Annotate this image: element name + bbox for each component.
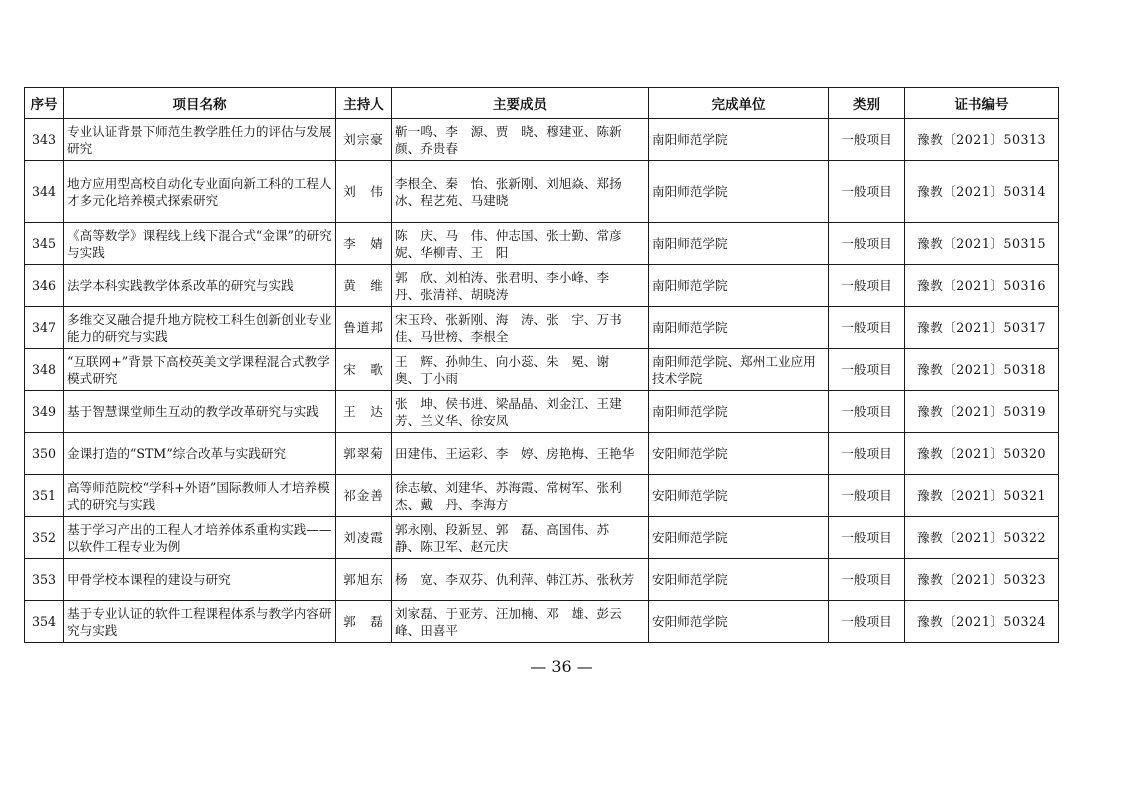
row-unit: 安阳师范学院: [649, 517, 829, 559]
project-table: [24, 87, 1059, 643]
row-category: 一般项目: [829, 475, 905, 517]
row-project-name: “互联网+”背景下高校英美文学课程混合式教学模式研究: [64, 349, 336, 391]
header-project-name: 项目名称: [64, 88, 336, 119]
row-leader: 郭翠菊: [336, 433, 392, 475]
row-category: 一般项目: [829, 307, 905, 349]
row-leader: 李 婧: [336, 223, 392, 265]
row-leader: 刘 伟: [336, 161, 392, 223]
project-table-sheet: [24, 87, 1058, 643]
table-header-row: [25, 88, 1059, 119]
row-certificate: 豫教〔2021〕50315: [905, 223, 1059, 265]
table-row: [25, 223, 1059, 265]
row-category: 一般项目: [829, 161, 905, 223]
row-unit: 南阳师范学院: [649, 161, 829, 223]
table-row: [25, 391, 1059, 433]
row-leader: 王 达: [336, 391, 392, 433]
row-category: 一般项目: [829, 601, 905, 643]
row-serial: 345: [25, 223, 64, 265]
row-unit: 南阳师范学院: [649, 223, 829, 265]
header-unit: 完成单位: [649, 88, 829, 119]
row-leader: 宋 歌: [336, 349, 392, 391]
row-members: 靳一鸣、李 源、贾 晓、穆建亚、陈新颜、乔贵春: [392, 119, 649, 161]
row-project-name: 甲骨学校本课程的建设与研究: [64, 559, 336, 601]
table-row: [25, 349, 1059, 391]
row-category: 一般项目: [829, 265, 905, 307]
table-row: [25, 475, 1059, 517]
row-leader: 刘凌霞: [336, 517, 392, 559]
row-serial: 352: [25, 517, 64, 559]
row-category: 一般项目: [829, 517, 905, 559]
row-project-name: 基于学习产出的工程人才培养体系重构实践——以软件工程专业为例: [64, 517, 336, 559]
row-category: 一般项目: [829, 349, 905, 391]
table-row: [25, 265, 1059, 307]
table-row: [25, 307, 1059, 349]
header-leader: 主持人: [336, 88, 392, 119]
row-unit: 南阳师范学院、郑州工业应用技术学院: [649, 349, 829, 391]
row-members: 陈 庆、马 伟、仲志国、张士勤、常彦妮、华柳青、王 阳: [392, 223, 649, 265]
row-serial: 354: [25, 601, 64, 643]
row-project-name: 法学本科实践教学体系改革的研究与实践: [64, 265, 336, 307]
row-members: 田建伟、王运彩、李 婷、房艳梅、王艳华: [392, 433, 649, 475]
row-category: 一般项目: [829, 223, 905, 265]
row-certificate: 豫教〔2021〕50322: [905, 517, 1059, 559]
row-members: 王 辉、孙帅生、向小蕊、朱 冕、谢 奥、丁小雨: [392, 349, 649, 391]
row-category: 一般项目: [829, 391, 905, 433]
row-project-name: 地方应用型高校自动化专业面向新工科的工程人才多元化培养模式探索研究: [64, 161, 336, 223]
row-unit: 南阳师范学院: [649, 307, 829, 349]
row-serial: 353: [25, 559, 64, 601]
row-serial: 351: [25, 475, 64, 517]
row-project-name: 金课打造的“STM”综合改革与实践研究: [64, 433, 336, 475]
row-certificate: 豫教〔2021〕50321: [905, 475, 1059, 517]
row-project-name: 《高等数学》课程线上线下混合式“金课”的研究与实践: [64, 223, 336, 265]
row-unit: 安阳师范学院: [649, 601, 829, 643]
row-certificate: 豫教〔2021〕50313: [905, 119, 1059, 161]
row-certificate: 豫教〔2021〕50314: [905, 161, 1059, 223]
table-row: [25, 119, 1059, 161]
row-leader: 鲁道邦: [336, 307, 392, 349]
header-serial: 序号: [25, 88, 64, 119]
row-members: 郭永刚、段新昱、郭 磊、高国伟、苏 静、陈卫军、赵元庆: [392, 517, 649, 559]
row-members: 宋玉玲、张新刚、海 涛、张 宇、万书佳、马世榜、李根全: [392, 307, 649, 349]
row-members: 杨 宽、李双芬、仇利萍、韩江苏、张秋芳: [392, 559, 649, 601]
row-serial: 350: [25, 433, 64, 475]
table-row: [25, 559, 1059, 601]
row-category: 一般项目: [829, 433, 905, 475]
row-members: 刘家磊、于亚芳、汪加楠、邓 雄、彭云峰、田喜平: [392, 601, 649, 643]
row-unit: 安阳师范学院: [649, 433, 829, 475]
row-serial: 346: [25, 265, 64, 307]
row-leader: 刘宗豪: [336, 119, 392, 161]
row-serial: 348: [25, 349, 64, 391]
row-leader: 黄 维: [336, 265, 392, 307]
row-certificate: 豫教〔2021〕50324: [905, 601, 1059, 643]
row-unit: 南阳师范学院: [649, 265, 829, 307]
row-certificate: 豫教〔2021〕50319: [905, 391, 1059, 433]
page-number: — 36 —: [530, 657, 593, 676]
row-serial: 343: [25, 119, 64, 161]
row-category: 一般项目: [829, 119, 905, 161]
row-certificate: 豫教〔2021〕50323: [905, 559, 1059, 601]
row-project-name: 基于专业认证的软件工程课程体系与教学内容研究与实践: [64, 601, 336, 643]
table-row: [25, 433, 1059, 475]
table-row: [25, 161, 1059, 223]
row-project-name: 多维交叉融合提升地方院校工科生创新创业专业能力的研究与实践: [64, 307, 336, 349]
row-category: 一般项目: [829, 559, 905, 601]
row-certificate: 豫教〔2021〕50318: [905, 349, 1059, 391]
table-row: [25, 517, 1059, 559]
header-certificate: 证书编号: [905, 88, 1059, 119]
row-serial: 344: [25, 161, 64, 223]
header-members: 主要成员: [392, 88, 649, 119]
row-unit: 安阳师范学院: [649, 559, 829, 601]
row-members: 郭 欣、刘柏涛、张君明、李小峰、李 丹、张清祥、胡晓涛: [392, 265, 649, 307]
row-certificate: 豫教〔2021〕50320: [905, 433, 1059, 475]
row-unit: 南阳师范学院: [649, 119, 829, 161]
header-category: 类别: [829, 88, 905, 119]
table-row: [25, 601, 1059, 643]
row-project-name: 高等师范院校“学科+外语”国际教师人才培养模式的研究与实践: [64, 475, 336, 517]
row-serial: 347: [25, 307, 64, 349]
row-unit: 南阳师范学院: [649, 391, 829, 433]
row-leader: 祁金善: [336, 475, 392, 517]
row-project-name: 专业认证背景下师范生教学胜任力的评估与发展研究: [64, 119, 336, 161]
row-project-name: 基于智慧课堂师生互动的教学改革研究与实践: [64, 391, 336, 433]
row-certificate: 豫教〔2021〕50316: [905, 265, 1059, 307]
row-certificate: 豫教〔2021〕50317: [905, 307, 1059, 349]
row-members: 徐志敏、刘建华、苏海霞、常树军、张利杰、戴 丹、李海方: [392, 475, 649, 517]
row-members: 李根全、秦 怡、张新刚、刘旭焱、郑扬冰、程艺苑、马建晓: [392, 161, 649, 223]
row-members: 张 坤、侯书进、梁晶晶、刘金江、王建芳、兰义华、徐安凤: [392, 391, 649, 433]
row-leader: 郭旭东: [336, 559, 392, 601]
row-serial: 349: [25, 391, 64, 433]
row-unit: 安阳师范学院: [649, 475, 829, 517]
row-leader: 郭 磊: [336, 601, 392, 643]
